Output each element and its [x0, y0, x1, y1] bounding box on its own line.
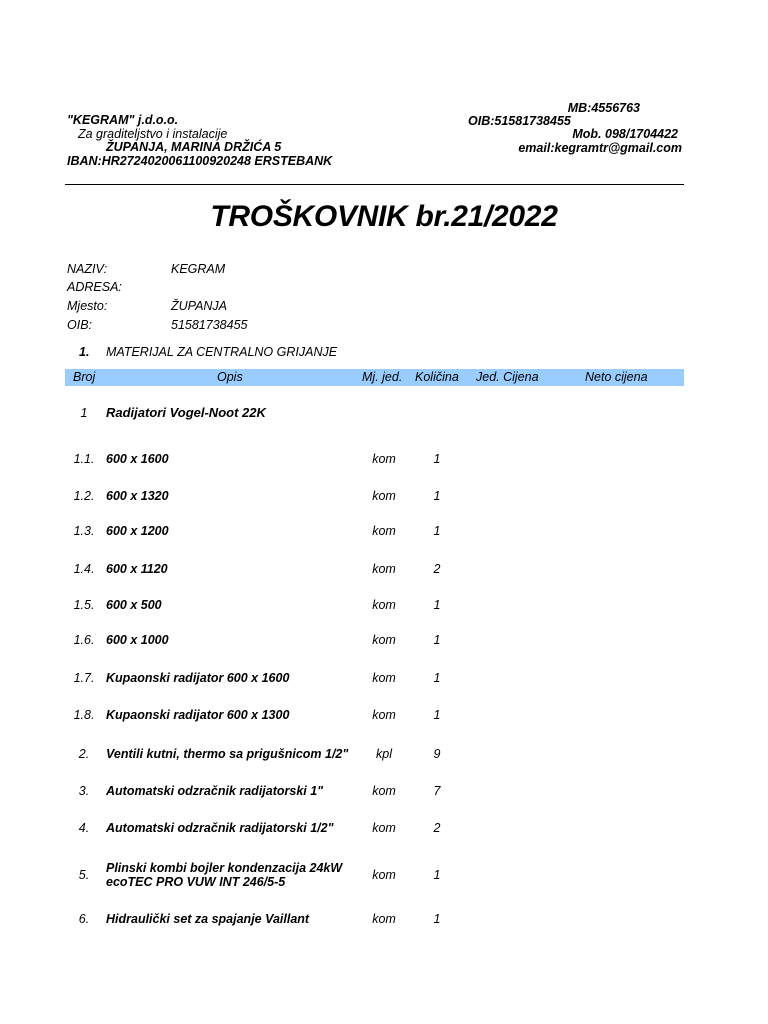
row-number: 1 — [80, 406, 88, 420]
row-quantity: 2 — [433, 562, 441, 576]
row-description: 600 x 1200 — [106, 524, 169, 538]
header-kolicina: Količina — [415, 370, 459, 384]
company-activity: Za graditeljstvo i instalacije — [78, 127, 228, 141]
company-name: "KEGRAM" j.d.o.o. — [67, 113, 179, 127]
row-quantity: 9 — [433, 747, 441, 761]
info-label-oib: OIB: — [67, 318, 93, 332]
row-quantity: 1 — [433, 598, 441, 612]
row-number: 1.8. — [73, 708, 95, 722]
section-number: 1. — [79, 345, 90, 359]
row-unit: kpl — [376, 747, 392, 761]
row-quantity: 2 — [433, 821, 441, 835]
row-quantity: 1 — [433, 708, 441, 722]
company-address: ŽUPANJA, MARINA DRŽIĆA 5 — [106, 140, 282, 154]
info-value-naziv: KEGRAM — [171, 262, 226, 276]
header-jed-cijena: Jed. Cijena — [476, 370, 539, 384]
row-number: 4. — [78, 821, 90, 835]
header-divider — [65, 184, 684, 185]
row-unit: kom — [372, 821, 396, 835]
header-neto-cijena: Neto cijena — [585, 370, 648, 384]
info-label-mjesto: Mjesto: — [67, 299, 108, 313]
row-description: 600 x 1600 — [106, 452, 169, 466]
company-email: email:kegramtr@gmail.com — [518, 141, 682, 155]
row-unit: kom — [372, 598, 396, 612]
row-number: 1.3. — [73, 524, 95, 538]
row-description: Hidraulički set za spajanje Vaillant — [106, 912, 310, 926]
row-description-line2: ecoTEC PRO VUW INT 246/5-5 — [106, 875, 286, 889]
company-iban: IBAN:HR2724020061100920248 ERSTEBANK — [67, 154, 333, 168]
row-description: Automatski odzračnik radijatorski 1/2" — [106, 821, 334, 835]
row-unit: kom — [372, 671, 396, 685]
row-quantity: 1 — [433, 452, 441, 466]
row-number: 1.2. — [73, 489, 95, 503]
info-value-oib: 51581738455 — [171, 318, 248, 332]
info-label-adresa: ADRESA: — [67, 280, 122, 294]
row-unit: kom — [372, 489, 396, 503]
row-description: 600 x 1320 — [106, 489, 169, 503]
row-unit: kom — [372, 633, 396, 647]
row-description: Plinski kombi bojler kondenzacija 24kW — [106, 861, 343, 875]
row-number: 1.7. — [73, 671, 95, 685]
company-mb: MB:4556763 — [567, 101, 640, 115]
row-quantity: 7 — [433, 784, 441, 798]
company-mobile: Mob. 098/1704422 — [572, 127, 678, 141]
row-unit: kom — [372, 708, 396, 722]
row-description: Ventili kutni, thermo sa prigušnicom 1/2" — [106, 747, 349, 761]
row-number: 1.6. — [73, 633, 95, 647]
company-oib: OIB:51581738455 — [468, 114, 571, 128]
row-quantity: 1 — [433, 633, 441, 647]
row-description: Radijatori Vogel-Noot 22K — [106, 405, 266, 420]
section-title: MATERIJAL ZA CENTRALNO GRIJANJE — [106, 345, 338, 359]
row-number: 6. — [78, 912, 90, 926]
row-number: 1.4. — [73, 562, 95, 576]
row-description: Automatski odzračnik radijatorski 1" — [106, 784, 324, 798]
row-number: 5. — [78, 868, 90, 882]
row-quantity: 1 — [433, 524, 441, 538]
header-opis: Opis — [217, 370, 243, 384]
header-mj-jed: Mj. jed. — [362, 370, 403, 384]
row-description: Kupaonski radijator 600 x 1600 — [106, 671, 290, 685]
document-title: TROŠKOVNIK br.21/2022 — [210, 200, 558, 233]
row-unit: kom — [372, 912, 396, 926]
row-quantity: 1 — [433, 868, 441, 882]
row-quantity: 1 — [433, 912, 441, 926]
row-description: 600 x 1120 — [106, 562, 168, 576]
table-header — [65, 369, 684, 386]
row-unit: kom — [372, 868, 396, 882]
header-broj: Broj — [73, 370, 96, 384]
row-unit: kom — [372, 452, 396, 466]
row-description: Kupaonski radijator 600 x 1300 — [106, 708, 290, 722]
row-unit: kom — [372, 562, 396, 576]
row-description: 600 x 1000 — [106, 633, 169, 647]
info-value-mjesto: ŽUPANJA — [171, 299, 228, 313]
row-quantity: 1 — [433, 671, 441, 685]
row-number: 2. — [78, 747, 90, 761]
row-unit: kom — [372, 524, 396, 538]
row-description: 600 x 500 — [106, 598, 162, 612]
info-label-naziv: NAZIV: — [67, 262, 108, 276]
row-quantity: 1 — [433, 489, 441, 503]
row-number: 1.5. — [73, 598, 95, 612]
row-number: 1.1. — [73, 452, 95, 466]
row-number: 3. — [78, 784, 90, 798]
row-unit: kom — [372, 784, 396, 798]
